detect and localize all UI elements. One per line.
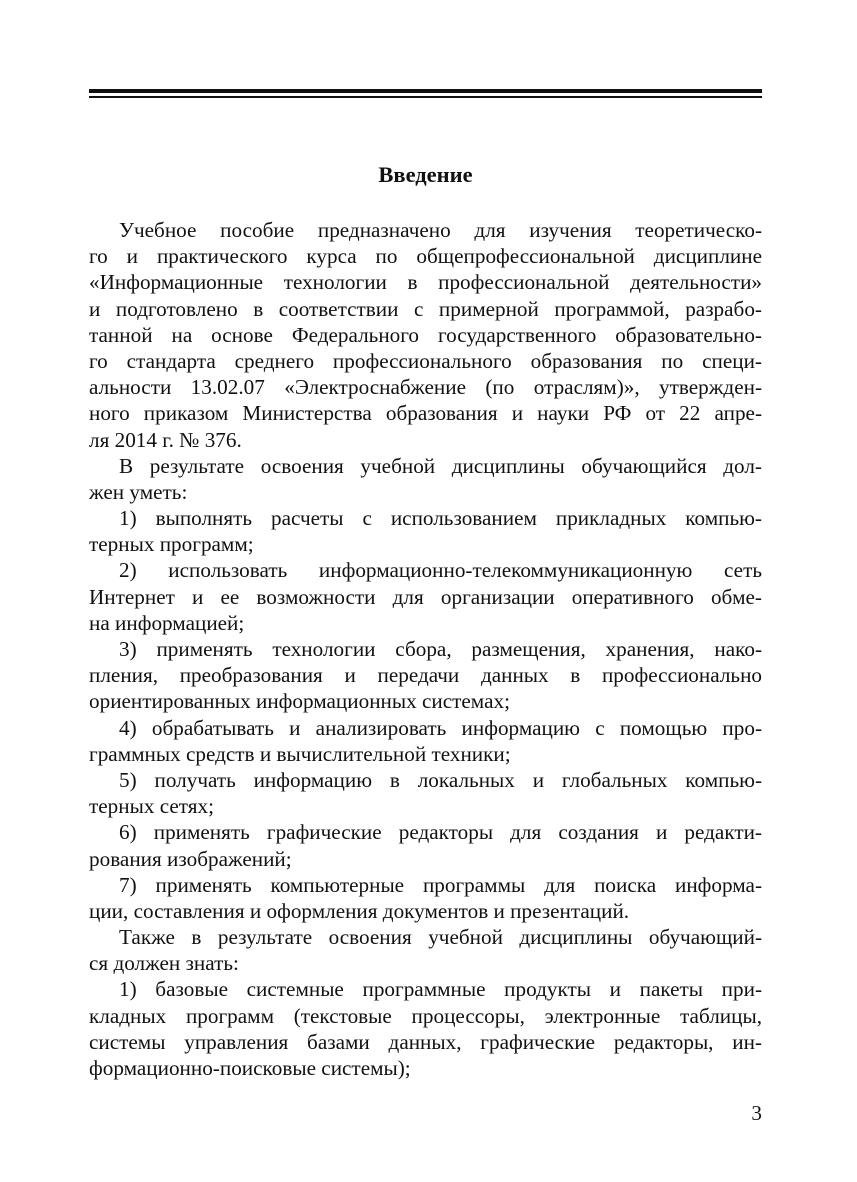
body-text [89,217,762,1081]
list-item-line: 2) использовать информационно-телекоммуникационную сеть [119,558,762,583]
text-line: ся должен знать: [89,951,239,976]
text-line: го и практического курса по общепрофессиональной дисциплине [89,244,762,269]
list-item-line: формационно-поисковые системы); [89,1056,411,1080]
text-line: го стандарта среднего профессионального образования по специ- [89,348,762,373]
text-line: «Информационные технологии в профессиональной деятельности» [89,270,762,295]
list-item-line: граммных средств и вычислительной техники; [89,741,511,766]
text-line: В результате освоения учебной дисциплины обучающийся дол- [119,453,762,478]
list-item-line: кладных программ (текстовые процессоры, электронные таблицы, [89,1003,762,1028]
text-line: танной на основе Федерального государственного образовательно- [89,322,762,347]
list-item-line: 5) получать информацию в локальных и глобальных компью- [119,767,762,792]
header-rule-thick [89,89,762,93]
text-line: Также в результате освоения учебной дисциплины обучающий- [119,925,762,950]
text-line: и подготовлено в соответствии с примерной программой, разрабо- [89,296,762,321]
list-item-line: 3) применять технологии сбора, размещения, хранения, нако- [119,637,762,661]
header-rule-thin [89,96,762,98]
list-item-line: ции, составления и оформления документов и презентаций. [89,898,630,923]
list-item-line: терных сетях; [89,794,214,819]
text-line: альности 13.02.07 «Электроснабжение (по отраслям)», утвержден- [89,375,762,400]
list-item-line: рования изображений; [89,846,292,871]
text-line: жен уметь: [89,479,188,504]
text-line: Учебное пособие предназначено для изучения теоретическо- [119,218,762,242]
list-item-line: 4) обрабатывать и анализировать информацию с помощью про- [119,715,762,740]
list-item-line: ориентированных информационных системах; [89,689,510,714]
text-line: ля 2014 г. № 376. [89,427,242,452]
page-number: 3 [751,1101,762,1125]
list-item-line: 1) выполнять расчеты с использованием прикладных компью- [119,506,762,531]
list-item-line: терных программ; [89,532,254,557]
list-item-line: 7) применять компьютерные программы для поиска информа- [119,872,762,897]
list-item-line: на информацией; [89,610,245,635]
list-item-line: системы управления базами данных, графические редакторы, ин- [89,1029,762,1054]
section-title: Введение [378,162,473,187]
list-item-line: 1) базовые системные программные продукты и пакеты при- [119,977,762,1002]
list-item-line: 6) применять графические редакторы для создания и редакти- [119,820,762,845]
list-item-line: пления, преобразования и передачи данных в профессионально [89,663,762,688]
text-line: ного приказом Министерства образования и науки РФ от 22 апре- [89,401,762,426]
list-item-line: Интернет и ее возможности для организации оперативного обме- [89,584,762,609]
